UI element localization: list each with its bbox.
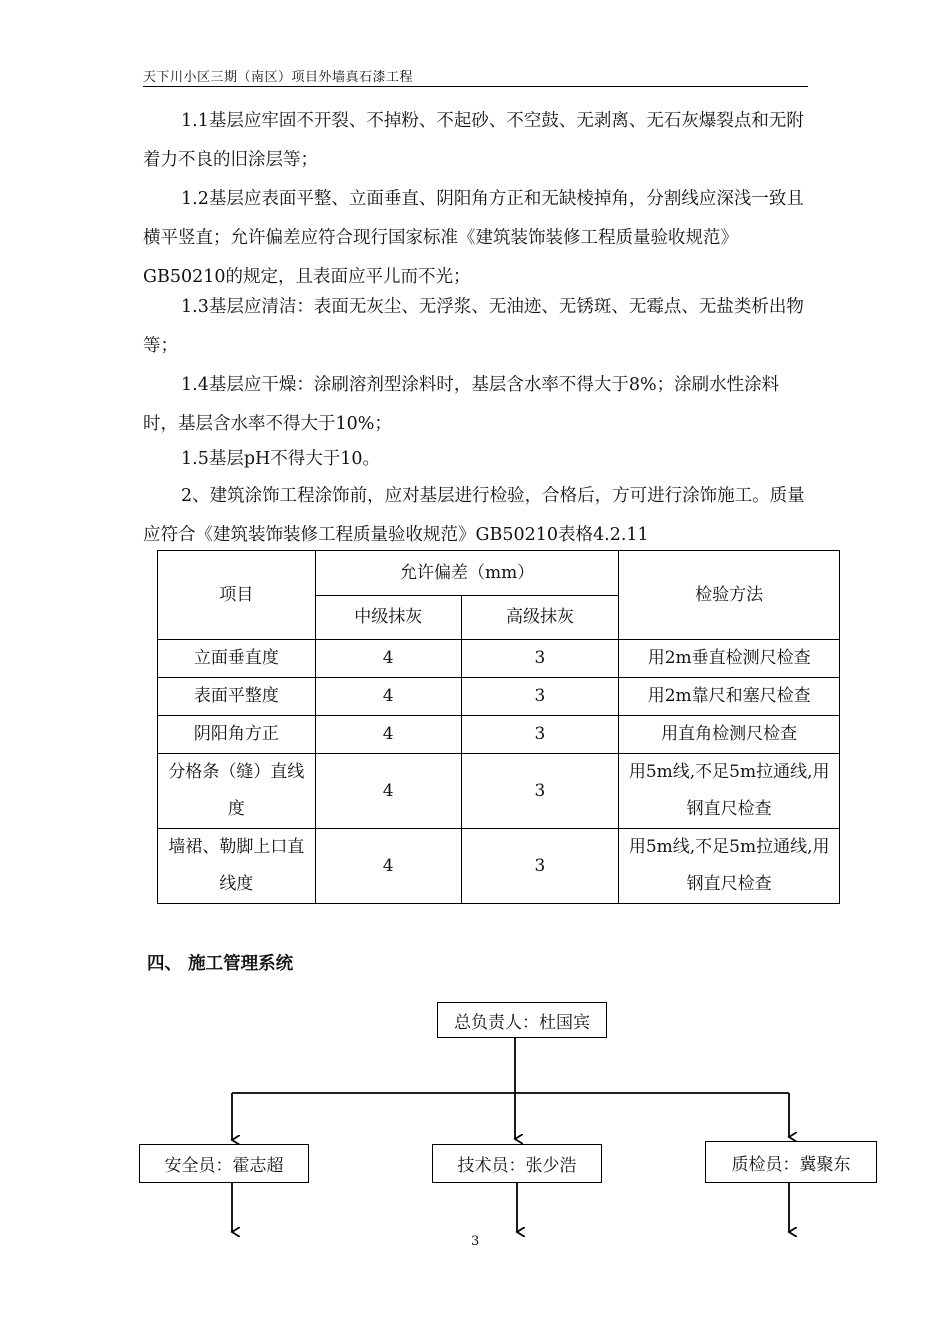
org-box-quality-inspector: 质检员：冀聚东 bbox=[705, 1141, 877, 1183]
header-medium-plaster: 中级抹灰 bbox=[315, 596, 461, 640]
header-high-plaster: 高级抹灰 bbox=[461, 596, 619, 640]
paragraph-1-2: 1.2基层应表面平整、立面垂直、阴阳角方正和无缺棱掉角，分割线应深浅一致且横平竖直；允许偏差应符合现行国家标准《建筑装饰装修工程质量验收规范》GB50210的规定，且表面应平儿而不光； bbox=[143, 189, 804, 287]
paragraph-1-3: 1.3基层应清洁：表面无灰尘、无浮浆、无油迹、无锈斑、无霉点、无盐类析出物等； bbox=[143, 297, 804, 356]
document-header-title: 天下川小区三期（南区）项目外墙真石漆工程 bbox=[143, 70, 414, 85]
row-medium: 4 bbox=[315, 829, 461, 904]
header-item: 项目 bbox=[158, 551, 316, 640]
row-medium: 4 bbox=[315, 678, 461, 716]
paragraph-1-5: 1.5基层pH不得大于10。 bbox=[181, 449, 381, 469]
org-box-safety-officer: 安全员：霍志超 bbox=[139, 1144, 309, 1183]
row-high: 3 bbox=[461, 829, 619, 904]
header-tolerance: 允许偏差（mm） bbox=[315, 551, 619, 596]
row-method: 用5m线,不足5m拉通线,用钢直尺检查 bbox=[619, 754, 840, 829]
paragraph-2: 2、建筑涂饰工程涂饰前，应对基层进行检验，合格后，方可进行涂饰施工。质量应符合《建筑装饰装修工程质量验收规范》GB50210表格4.2.11 bbox=[143, 486, 805, 545]
row-item: 立面垂直度 bbox=[158, 640, 316, 678]
row-method: 用2m垂直检测尺检查 bbox=[619, 640, 840, 678]
row-item: 表面平整度 bbox=[158, 678, 316, 716]
row-high: 3 bbox=[461, 640, 619, 678]
section-title: 四、 施工管理系统 bbox=[147, 954, 294, 974]
row-method: 用2m靠尺和塞尺检查 bbox=[619, 678, 840, 716]
row-medium: 4 bbox=[315, 716, 461, 754]
org-box-general-manager: 总负责人：杜国宾 bbox=[437, 1002, 607, 1038]
row-method: 用5m线,不足5m拉通线,用钢直尺检查 bbox=[619, 829, 840, 904]
row-high: 3 bbox=[461, 716, 619, 754]
row-item: 墙裙、勒脚上口直线度 bbox=[158, 829, 316, 904]
row-item: 分格条（缝）直线度 bbox=[158, 754, 316, 829]
row-high: 3 bbox=[461, 678, 619, 716]
row-medium: 4 bbox=[315, 754, 461, 829]
page-number: 3 bbox=[471, 1234, 480, 1249]
row-item: 阴阳角方正 bbox=[158, 716, 316, 754]
paragraph-1-1: 1.1基层应牢固不开裂、不掉粉、不起砂、不空鼓、无剥离、无石灰爆裂点和无附着力不良的旧涂层等； bbox=[143, 111, 804, 170]
header-method: 检验方法 bbox=[619, 551, 840, 640]
row-high: 3 bbox=[461, 754, 619, 829]
row-medium: 4 bbox=[315, 640, 461, 678]
org-box-technician: 技术员：张少浩 bbox=[432, 1144, 602, 1183]
paragraph-1-4: 1.4基层应干燥：涂刷溶剂型涂料时，基层含水率不得大于8%；涂刷水性涂料时，基层含水率不得大于10%； bbox=[143, 375, 780, 434]
row-method: 用直角检测尺检查 bbox=[619, 716, 840, 754]
